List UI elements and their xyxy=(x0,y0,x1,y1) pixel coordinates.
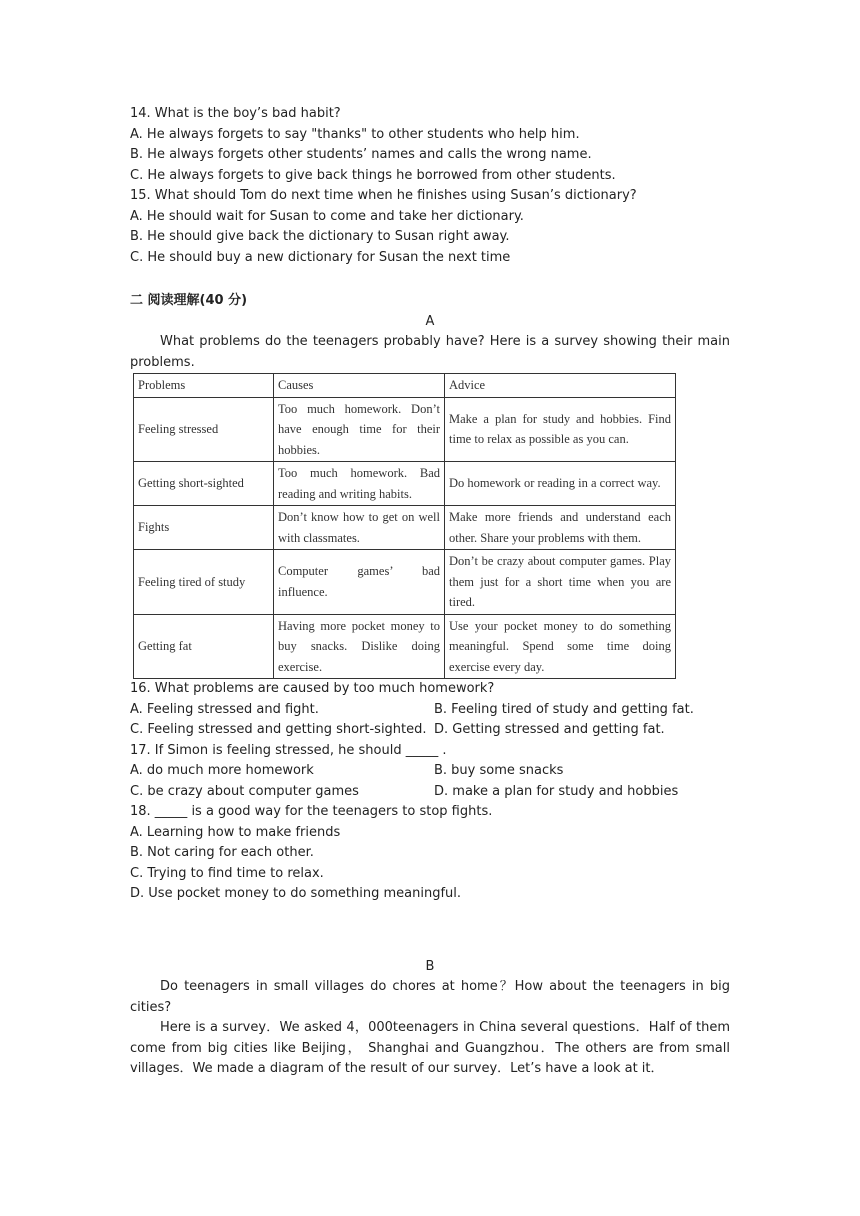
problem-cell: Feeling tired of study xyxy=(134,550,274,615)
option-18c: C. Trying to find time to relax. xyxy=(130,865,324,881)
option-14a: A. He always forgets to say "thanks" to other students who help him. xyxy=(130,126,580,142)
table-row xyxy=(134,397,676,462)
option-17d: D. make a plan for study and hobbies xyxy=(434,783,679,799)
question-17: 17. If Simon is feeling stressed, he should _____ . xyxy=(130,742,447,758)
option-15a: A. He should wait for Susan to come and take her dictionary. xyxy=(130,208,524,224)
passage-b-para-1: Do teenagers in small villages do chores at home？How about the teenagers in big cities? xyxy=(130,979,730,1015)
option-16c: C. Feeling stressed and getting short-sighted. xyxy=(130,722,427,737)
option-15c: C. He should buy a new dictionary for Susan the next time xyxy=(130,249,511,265)
question-14: 14. What is the boy’s bad habit? xyxy=(130,106,341,121)
table-header-row xyxy=(134,374,676,398)
section-heading: 二 阅读理解(40 分) xyxy=(130,293,248,308)
table-row xyxy=(134,462,676,506)
header-problems: Problems xyxy=(134,374,274,398)
question-18-block xyxy=(130,802,730,905)
passage-b-label: B xyxy=(425,958,435,974)
cause-cell: Having more pocket money to buy snacks. Dislike doing exercise. xyxy=(274,614,445,679)
option-14c: C. He always forgets to give back things he borrowed from other students. xyxy=(130,167,616,183)
advice-cell: Use your pocket money to do something meaningful. Spend some time doing exercise every day. xyxy=(445,614,676,679)
question-17-block xyxy=(130,741,730,803)
passage-a-intro: What problems do the teenagers probably have? Here is a survey showing their main problems. xyxy=(130,334,730,370)
question-18: 18. _____ is a good way for the teenagers to stop fights. xyxy=(130,804,493,819)
option-17b: B. buy some snacks xyxy=(434,763,564,778)
cause-cell: Too much homework. Don’t have enough time for their hobbies. xyxy=(274,397,445,462)
option-17a: A. do much more homework xyxy=(130,763,314,778)
passage-a-label: A xyxy=(425,313,435,329)
advice-cell: Don’t be crazy about computer games. Play them just for a short time when you are tired. xyxy=(445,550,676,615)
advice-cell: Do homework or reading in a correct way. xyxy=(445,462,676,506)
option-17c: C. be crazy about computer games xyxy=(130,783,359,799)
option-18d: D. Use pocket money to do something meaningful. xyxy=(130,886,462,901)
option-16a: A. Feeling stressed and fight. xyxy=(130,701,319,717)
problem-cell: Fights xyxy=(134,506,274,550)
option-15b: B. He should give back the dictionary to Susan right away. xyxy=(130,229,510,244)
problem-cell: Getting fat xyxy=(134,614,274,679)
table-row xyxy=(134,550,676,615)
question-16-block xyxy=(130,679,730,741)
cause-cell: Computer games’ bad influence. xyxy=(274,550,445,615)
option-18a: A. Learning how to make friends xyxy=(130,824,341,840)
question-15: 15. What should Tom do next time when he finishes using Susan’s dictionary? xyxy=(130,188,637,203)
table-row xyxy=(134,614,676,679)
option-16b: B. Feeling tired of study and getting fat. xyxy=(434,701,694,717)
survey-table xyxy=(133,373,676,679)
passage-b-para-2: Here is a survey．We asked 4，000teenagers in China several questions．Half of them come from big cities like Beijing， Shanghai and Guangzhou．The others are from small villages．We made a diagram of the result of our survey．Let’s have a look at it． xyxy=(130,1020,730,1076)
cause-cell: Don’t know how to get on well with classmates. xyxy=(274,506,445,550)
worksheet-page xyxy=(130,104,730,1080)
header-advice: Advice xyxy=(445,374,676,398)
option-16d: D. Getting stressed and getting fat. xyxy=(434,722,665,737)
option-14b: B. He always forgets other students’ names and calls the wrong name. xyxy=(130,147,592,162)
problem-cell: Feeling stressed xyxy=(134,397,274,462)
option-18b: B. Not caring for each other. xyxy=(130,845,314,860)
advice-cell: Make a plan for study and hobbies. Find time to relax as possible as you can. xyxy=(445,397,676,462)
cause-cell: Too much homework. Bad reading and writing habits. xyxy=(274,462,445,506)
question-16: 16. What problems are caused by too much homework? xyxy=(130,681,495,696)
listening-questions xyxy=(130,104,730,268)
header-causes: Causes xyxy=(274,374,445,398)
table-row xyxy=(134,506,676,550)
problem-cell: Getting short-sighted xyxy=(134,462,274,506)
advice-cell: Make more friends and understand each other. Share your problems with them. xyxy=(445,506,676,550)
